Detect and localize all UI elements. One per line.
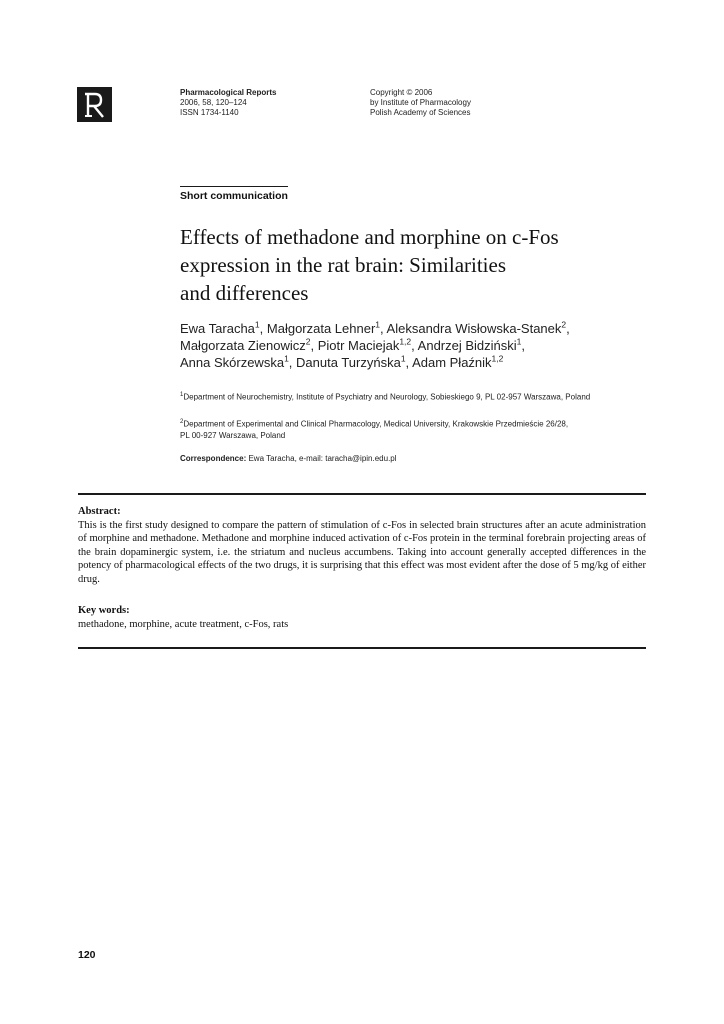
author-name: Małgorzata Zienowicz: [180, 338, 306, 353]
author-affil-sup: 1: [516, 336, 522, 347]
author-list: [180, 320, 650, 371]
article-type: Short communication: [180, 186, 288, 202]
keywords-bottom-rule: [78, 647, 646, 649]
affiliation-2-line-1: Department of Experimental and Clinical Pharmacology, Medical University, Krakowskie Przedmieście 26/28,: [183, 419, 569, 429]
affiliation-2-line-2: PL 00-927 Warszawa, Poland: [180, 430, 286, 440]
author-line: [180, 320, 650, 337]
author-separator: ,: [405, 355, 413, 370]
correspondence-label: Correspondence:: [180, 454, 247, 463]
journal-logo: [77, 87, 112, 122]
author-name: Ewa Taracha: [180, 321, 255, 336]
page-number: 120: [78, 949, 96, 961]
copyright-line: Copyright © 2006: [370, 88, 433, 97]
abstract-top-rule: [78, 493, 646, 495]
author-separator: ,: [411, 338, 418, 353]
author-name: Piotr Maciejak: [317, 338, 400, 353]
author-affil-sup: 1: [254, 319, 260, 330]
correspondence: [180, 453, 397, 464]
author-separator: ,: [521, 338, 526, 353]
article-title: [180, 223, 650, 307]
author-affil-sup: 2: [305, 336, 311, 347]
abstract-text: This is the first study designed to compare the pattern of stimulation of c-Fos in selected brain structures after an acute administration of morphine and methadone. Methadone and morphine induced activation of c-Fos protein in the terminal forebrain projecting areas of the brain dopaminergic system, i.e. the striatum and nucleus accumbens. Taking into account generally accepted differences in the potency of pharmacological effects of the two drugs, it is surprising that this effect was most evident after the dose of 5 mg/kg of either drug.: [78, 519, 646, 585]
keywords-section: [78, 604, 646, 631]
author-line: [180, 354, 650, 371]
author-affil-sup: 1: [375, 319, 381, 330]
author-name: Anna Skórzewska: [180, 355, 285, 370]
journal-name: Pharmacological Reports: [180, 88, 277, 97]
publisher-line-2: Polish Academy of Sciences: [370, 108, 471, 117]
affiliation-1-sup: 1: [180, 392, 184, 398]
author-name: Andrzej Bidziński: [417, 338, 517, 353]
author-separator: ,: [310, 338, 318, 353]
pr-monogram-icon: [81, 90, 109, 120]
author-affil-sup: 1: [284, 353, 289, 364]
keywords-heading: Key words:: [78, 605, 130, 616]
author-separator: ,: [288, 355, 297, 370]
author-name: Adam Płaźnik: [412, 355, 492, 370]
title-line-2: expression in the rat brain: Similarities: [180, 253, 507, 277]
author-line: [180, 337, 650, 354]
journal-info: [180, 88, 276, 118]
author-name: Małgorzata Lehner: [266, 321, 376, 336]
title-line-1: Effects of methadone and morphine on c-Fos: [180, 225, 559, 249]
author-separator: ,: [380, 321, 387, 336]
author-affil-sup: 1: [400, 353, 406, 364]
affiliation-2: [180, 417, 650, 441]
journal-volume: 2006, 58, 120–124: [180, 98, 247, 107]
keywords-text: methadone, morphine, acute treatment, c-Fos, rats: [78, 618, 289, 630]
correspondence-text: Ewa Taracha, e-mail: taracha@ipin.edu.pl: [248, 454, 397, 463]
author-affil-sup: 1,2: [399, 336, 412, 347]
author-affil-sup: 1,2: [491, 353, 504, 364]
publisher-line-1: by Institute of Pharmacology: [370, 98, 471, 107]
author-name: Danuta Turzyńska: [296, 355, 401, 370]
affiliation-1: [180, 390, 650, 403]
author-separator: ,: [259, 321, 267, 336]
affiliation-2-sup: 2: [180, 419, 184, 425]
affiliation-1-text: Department of Neurochemistry, Institute of Psychiatry and Neurology, Sobieskiego 9, PL 02-957 Warszawa, Poland: [183, 392, 591, 402]
abstract-section: [78, 505, 646, 587]
author-separator: ,: [566, 321, 570, 336]
abstract-heading: Abstract:: [78, 506, 121, 517]
title-line-3: and differences: [180, 281, 309, 305]
journal-issn: ISSN 1734-1140: [180, 108, 239, 117]
author-name: Aleksandra Wisłowska-Stanek: [386, 321, 562, 336]
author-affil-sup: 2: [561, 319, 567, 330]
copyright-info: [370, 88, 471, 118]
